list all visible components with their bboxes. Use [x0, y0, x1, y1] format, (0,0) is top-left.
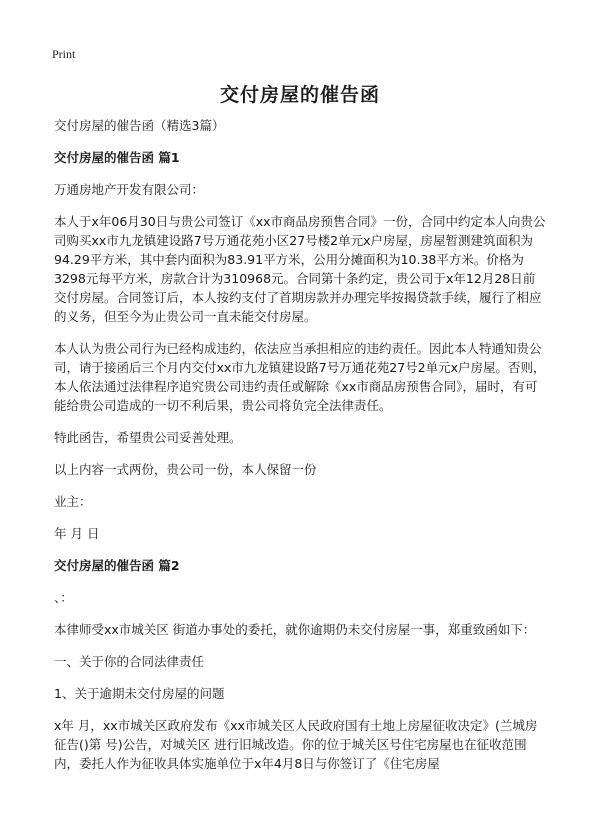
paragraph: 本人认为贵公司行为已经构成违约，依法应当承担相应的违约责任。因此本人特通知贵公司，请于接函后三个月内交付xx市九龙镇建设路7号万通花苑27号2单元x户房屋。否则，本人依法通过法律程序追究贵公司违约责任或解除《xx市商品房预售合同》，届时，有可能给贵公司造成的一切不利后果，贵公司将负完全法律责任。 — [54, 341, 546, 413]
paragraph: 业主： — [54, 494, 92, 509]
print-link[interactable]: Print — [52, 47, 76, 61]
paragraph: 万通房地产开发有限公司： — [54, 182, 205, 197]
paragraph: 特此函告，希望贵公司妥善处理。 — [54, 430, 242, 445]
paragraph: 1、关于逾期未交付房屋的问题 — [54, 686, 225, 701]
section-heading: 交付房屋的催告函 篇1 — [54, 150, 180, 165]
paragraph: 一、关于你的合同法律责任 — [54, 654, 205, 669]
paragraph: 年 月 日 — [54, 526, 100, 541]
paragraph: 本律师受xx市城关区 街道办事处的委托，就你逾期仍未交付房屋一事，郑重致函如下： — [54, 622, 536, 637]
paragraph: x年 月，xx市城关区政府发布《xx市城关区人民政府国有土地上房屋征收决定》(兰城房征告()第 号)公告，对城关区 进行旧城改造。你的位于城关区号住宅房屋也在征收范围内，委托人作为征收具体实施单位于x年4月8日与你签订了《住宅房屋 — [54, 718, 538, 771]
document-title: 交付房屋的催告函 — [219, 84, 380, 106]
document-body — [54, 116, 546, 786]
document-subtitle: 交付房屋的催告函（精选3篇） — [54, 118, 225, 133]
paragraph: 本人于x年06月30日与贵公司签订《xx市商品房预售合同》一份，合同中约定本人向贵公司购买xx市九龙镇建设路7号万通花苑小区27号楼2单元x户房屋，房屋暂测建筑面积为94.29平方米，其中套内面积为83.91平方米，公用分摊面积为10.38平方米。价格为3298元每平方米，房款合计为310968元。合同第十条约定，贵公司于x年12月28日前交付房屋。合同签订后，本人按约支付了首期房款并办理完毕按揭贷款手续，履行了相应的义务，但至今为止贵公司一直未能交付房屋。 — [54, 214, 546, 324]
paragraph: 、： — [54, 590, 73, 605]
section-heading: 交付房屋的催告函 篇2 — [54, 558, 180, 573]
paragraph: 以上内容一式两份，贵公司一份，本人保留一份 — [54, 462, 317, 477]
